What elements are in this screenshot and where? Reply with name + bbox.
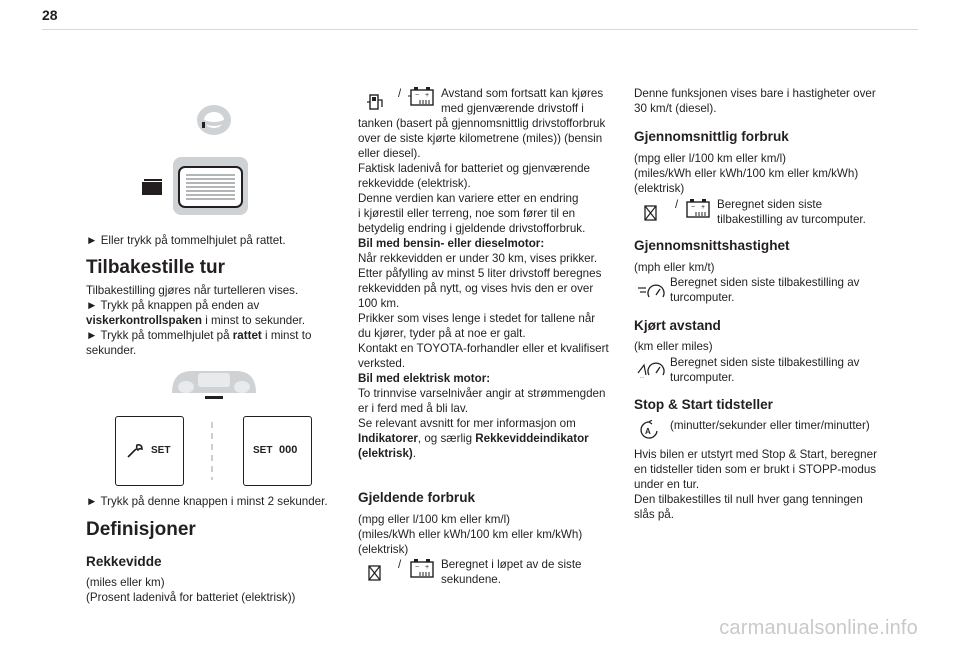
gjennomsnitt-desc: Beregnet siden siste tilbakestilling av turcomputer. [717,198,866,226]
distance-desc: Beregnet siden siste tilbakestilling av turcomputer. [670,356,860,384]
average-speed-icon [636,283,666,299]
stop-start-icon [640,420,658,442]
set-display-button[interactable] [243,416,312,486]
stop-start-text: Hvis bilen er utstyrt med Stop & Start, beregner en tidsteller tiden som er brukt i STOPP-modus under en tur. Den tilbakestilles til null hver gang tenningen slås på. [634,448,877,521]
stop-start-units: (minutter/sekunder eller timer/minutter) [670,419,870,432]
page-number: 28 [42,7,58,23]
rekkevidde-text: (miles eller km) (Prosent ladenivå for batteriet (elektrisk)) [86,576,296,604]
battery-icon [684,198,712,220]
heading-kjort-avstand: Kjørt avstand [634,318,721,333]
set-label: SET [253,445,273,456]
header-divider [42,29,918,30]
fuel-consumption-icon [367,563,383,583]
tilbake-text: Tilbakestilling gjøres når turtelleren vises. ► Trykk på knappen på enden av viskerkontrollspaken i minst to sekunder. ► Trykk på tommelhjulet på rattet i minst to sekunder. [86,284,312,357]
svg-text:+: + [425,564,430,571]
speed-desc: Beregnet siden siste tilbakestilling av turcomputer. [670,276,860,304]
instrument-cluster-icon [170,365,258,403]
set-label: SET [151,445,171,456]
battery-icon [408,558,436,580]
svg-text:−: − [415,564,420,571]
battery-icon [408,86,436,108]
distance-units: (km eller miles) [634,340,713,353]
wrench-icon [126,443,144,459]
bullet-thumbwheel: ► Eller trykk på tommelhjulet på rattet. [86,234,286,247]
diesel-note: Denne funksjonen vises bare i hastigheter over 30 km/t (diesel). [634,87,876,115]
watermark: carmanualsonline.info [719,617,918,639]
svg-text:+: + [425,92,430,99]
speed-units: (mph eller km/t) [634,261,715,274]
heading-rekkevidde: Rekkevidde [86,554,162,569]
range-text-top: Avstand som fortsatt kan kjøres med gjenværende drivstoff i [441,87,604,115]
svg-text:−: − [415,92,420,99]
slash: / [398,87,402,100]
heading-stop-start: Stop & Start tidsteller [634,397,773,412]
distance-icon [636,361,666,379]
svg-text:A: A [645,427,651,436]
svg-text:...: ... [640,374,645,379]
heading-definisjoner: Definisjoner [86,519,196,540]
set-value: 000 [279,444,298,456]
bullet-2-seconds: ► Trykk på denne knappen i minst 2 sekunder. [86,495,328,508]
dashed-separator [210,422,214,480]
range-text: tanken (basert på gjennomsnittlig drivstofforbruk over de siste kjørte kilometrene (miles)) (bensin eller diesel). Faktisk ladenivå for batteriet og gjenværende rekkevidde (elektrisk). Denne verdien kan variere etter en endring i kjørestil eller terreng, noe som fører til en betydelig endring i gjeldende drivstofforbruk. Bil med bensin- eller dieselmotor: Når rekkevidden er under 30 km, vises prikker. Etter påfylling av minst 5 liter drivstoff beregnes rekkevidden på nytt, og vises hvis den er over 100 km. Prikker som vises lenge i stedet for tallene når du kjører, tyder på at noe er galt. Kontakt en TOYOTA-forhandler eller et kvalifisert verksted. Bil med elektrisk motor: To trinnvise varselnivåer angir at strømmengden er i ferd med å bli lav. Se relevant avsnitt for mer informasjon om Indikatorer, og særlig Rekkeviddeindikator (elektrisk). [358,117,609,460]
gjeldende-desc: Beregnet i løpet av de siste sekundene. [441,558,582,586]
gjeldende-text: (mpg eller l/100 km eller km/l) (miles/kWh eller kWh/100 km eller km/kWh) (elektrisk) [358,513,583,556]
svg-text:−: − [691,204,696,211]
gjennomsnitt-text: (mpg eller l/100 km eller km/l) (miles/kWh eller kWh/100 km eller km/kWh) (elektrisk) [634,152,859,195]
svg-text:+: + [701,204,706,211]
thumbwheel-icon [142,155,252,217]
fuel-pump-icon [367,92,385,112]
set-button-wrench[interactable] [115,416,184,486]
steering-wheel-icon [196,103,232,137]
heading-gjeldende-forbruk: Gjeldende forbruk [358,490,476,505]
heading-tilbakestille-tur: Tilbakestille tur [86,257,226,278]
heading-gjennomsnittshastighet: Gjennomsnittshastighet [634,238,790,253]
fuel-consumption-icon [643,203,659,223]
slash: / [675,198,679,211]
heading-gjennomsnittlig-forbruk: Gjennomsnittlig forbruk [634,129,789,144]
slash: / [398,558,402,571]
